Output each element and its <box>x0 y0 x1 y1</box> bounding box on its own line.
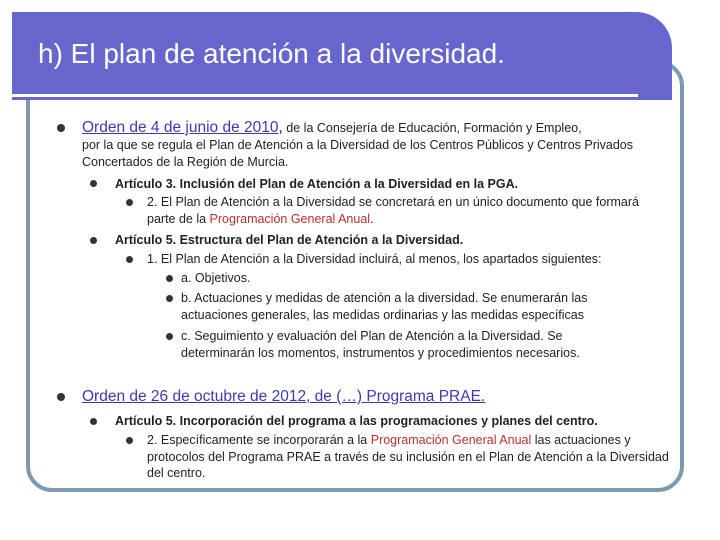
bullet-icon <box>166 333 173 340</box>
bullet-icon <box>166 295 173 302</box>
article-5-prae-heading <box>115 413 685 430</box>
bullet-icon <box>126 437 133 444</box>
bullet-icon <box>90 237 97 244</box>
pga-highlight: Programación General Anual <box>370 433 532 447</box>
article-3-heading <box>115 176 675 193</box>
article-3-heading-text: Artículo 3. Inclusión del Plan de Atención a la Diversidad en la PGA. <box>115 177 519 191</box>
article-3-p2-text: 2. El Plan de Atención a la Diversidad se concretará en un único documento que formará parte de la <box>147 195 639 226</box>
article-5-heading-text: Artículo 5. Estructura del Plan de Atención a la Diversidad. <box>115 233 464 247</box>
article-5-prae-p2-text: 2. Específicamente se incorporarán a la <box>147 433 371 447</box>
order-2012-item <box>82 387 682 406</box>
bullet-icon <box>90 418 97 425</box>
subitem-c: c. Seguimiento y evaluación del Plan de Atención a la Diversidad. Se determinarán los momentos, instrumentos y procedimientos necesarios. <box>181 329 580 360</box>
article-5-prae-paragraph-2 <box>147 432 669 482</box>
bullet-icon <box>126 256 133 263</box>
subitem-a: a. Objetivos. <box>181 271 251 285</box>
order-2010-text: de la Consejería de Educación, Formación y Empleo, <box>282 121 582 135</box>
order-2012-link[interactable]: Orden de 26 de octubre de 2012, de (…) Programa PRAE. <box>82 388 486 405</box>
pga-highlight: Programación General Anual <box>209 211 371 226</box>
bullet-icon <box>166 275 173 282</box>
order-2010-link[interactable]: Orden de 4 de junio de 2010 <box>82 119 279 136</box>
article-3-paragraph-2 <box>147 194 667 227</box>
order-2010-sep: , <box>278 119 283 136</box>
order-2010-item <box>82 118 682 138</box>
subitem-b: b. Actuaciones y medidas de atención a la diversidad. Se enumerarán las actuaciones generales, las medidas ordinarias y las medidas específicas <box>181 291 588 322</box>
bullet-icon <box>126 199 133 206</box>
bullet-icon <box>57 124 65 132</box>
article-5-prae-heading-text: Artículo 5. Incorporación del programa a las programaciones y planes del centro. <box>115 414 598 428</box>
article-3-p2-end: . <box>370 211 374 226</box>
article-5-prae-p2-end: las actuaciones y protocolos del Programa PRAE a través de su inclusión en el Plan de Atención a la Diversidad del centro. <box>147 433 669 480</box>
bullet-icon <box>90 180 97 187</box>
article-5-paragraph-1: 1. El Plan de Atención a la Diversidad incluirá, al menos, los apartados siguientes: <box>147 252 602 266</box>
slide-title: h) El plan de atención a la diversidad. <box>38 38 505 69</box>
order-2010-description: por la que se regula el Plan de Atención a la Diversidad de los Centros Públicos y Centros Privados Concertados de la Región de Murcia. <box>82 138 634 169</box>
bullet-icon <box>57 393 65 401</box>
article-5-heading <box>115 232 675 249</box>
